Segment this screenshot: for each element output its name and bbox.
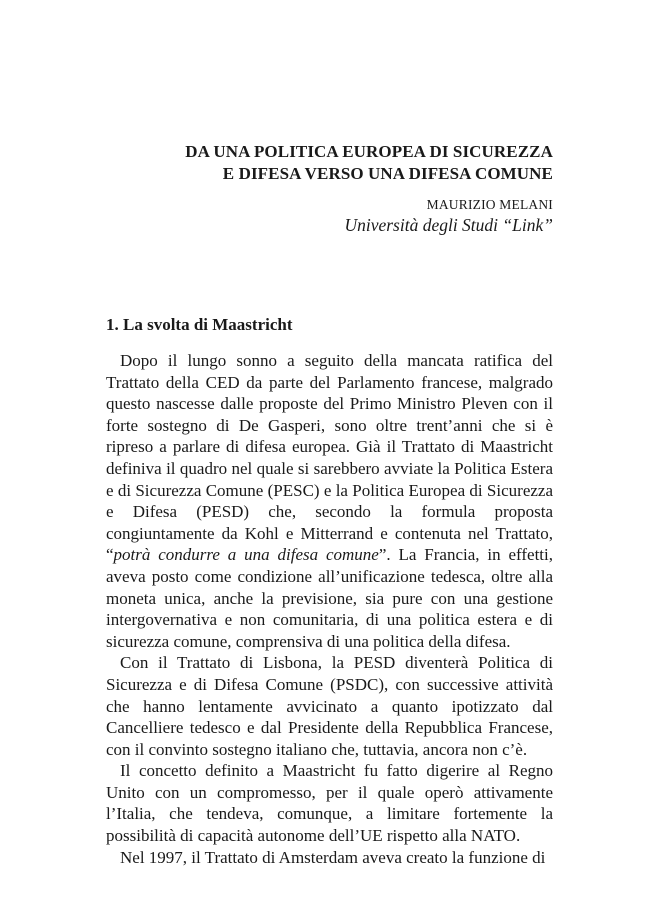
paragraph-2: Con il Trattato di Lisbona, la PESD diventerà Politica di Sicurezza e di Difesa Comune (PSDC), con successive attività che hanno lentamente avvicinato a quanto ipotizzato dal Cancelliere tedesco e dal Presidente della Repubblica Francese, con il convinto sostegno italiano che, tuttavia, ancora non c’è. — [106, 653, 553, 759]
paragraph-3: Il concetto definito a Maastricht fu fatto digerire al Regno Unito con un compromesso, per il quale operò attivamente l’Italia, che tendeva, comunque, a limitare fortemente la possibilità di capacità autonome dell’UE rispetto alla NATO. — [106, 761, 553, 846]
author-affiliation: Università degli Studi “Link” — [344, 215, 553, 235]
paragraph-1-text-end: ”. La Francia, in effetti, aveva posto come condizione all’unificazione tedesca, oltre alla moneta unica, anche la previsione, sia pure con una gestione intergovernativa e non comunitaria, di una politica estera e di sicurezza comune, comprensiva di una politica della difesa. — [106, 545, 553, 651]
title-line-2: E DIFESA VERSO UNA DIFESA COMUNE — [222, 164, 553, 183]
article-title — [120, 141, 553, 185]
section-heading: 1. La svolta di Maastricht — [106, 315, 293, 334]
paragraph-1-text: Dopo il lungo sonno a seguito della mancata ratifica del Trattato della CED da parte del Parlamento francese, malgrado questo nascesse dalle proposte del Primo Ministro Pleven con il forte sostegno di De Gasperi, sono oltre trent’anni che si è ripreso a parlare di difesa europea. Già il Trattato di Maastricht definiva il quadro nel quale si sarebbero avviate la Politica Estera e di Sicurezza Comune (PESC) e la Politica Europea di Sicurezza e Difesa (PESD) che, secondo la formula proposta congiuntamente da Kohl e Mitterrand e contenuta nel Trattato, “ — [106, 351, 553, 565]
title-line-1: DA UNA POLITICA EUROPEA DI SICUREZZA — [185, 142, 553, 161]
paragraph-1-quote: potrà condurre a una difesa comune — [113, 545, 379, 565]
body-text — [106, 350, 553, 868]
paragraph-4: Nel 1997, il Trattato di Amsterdam aveva creato la funzione di — [120, 847, 546, 867]
paragraph-1 — [106, 350, 553, 652]
author-name: MAURIZIO MELANI — [426, 197, 553, 212]
